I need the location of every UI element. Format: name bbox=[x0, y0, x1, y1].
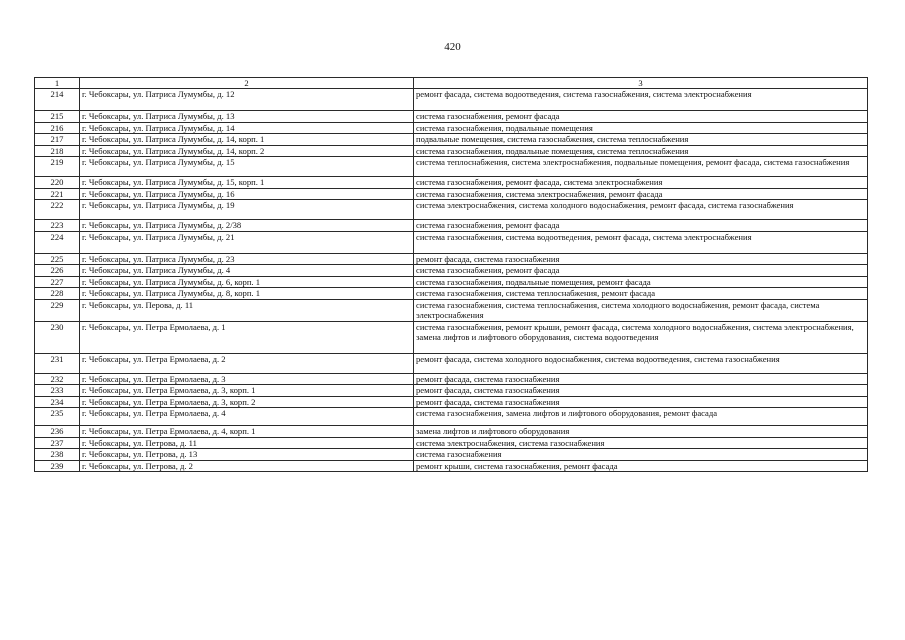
row-number-cell: 231 bbox=[35, 353, 80, 373]
table-row bbox=[35, 408, 868, 426]
address-cell: г. Чебоксары, ул. Патриса Лумумбы, д. 14, корп. 1 bbox=[80, 134, 414, 146]
table-row bbox=[35, 288, 868, 300]
column-header-2: 2 bbox=[80, 78, 414, 89]
table-row bbox=[35, 353, 868, 373]
works-cell: система газоснабжения, ремонт фасада bbox=[414, 220, 868, 232]
works-cell: ремонт фасада, система водоотведения, система газоснабжения, система электроснабжения bbox=[414, 89, 868, 111]
address-cell: г. Чебоксары, ул. Патриса Лумумбы, д. 14, корп. 2 bbox=[80, 145, 414, 157]
row-number-cell: 228 bbox=[35, 288, 80, 300]
table-row bbox=[35, 396, 868, 408]
works-cell: система газоснабжения, система электроснабжения, ремонт фасада bbox=[414, 188, 868, 200]
works-cell: система газоснабжения, подвальные помещения, ремонт фасада bbox=[414, 276, 868, 288]
address-cell: г. Чебоксары, ул. Патриса Лумумбы, д. 14 bbox=[80, 122, 414, 134]
works-cell: система газоснабжения, ремонт крыши, ремонт фасада, система холодного водоснабжения, система электроснабжения, замена лифтов и лифтового оборудования, система водоотведения bbox=[414, 321, 868, 353]
address-cell: г. Чебоксары, ул. Петрова, д. 11 bbox=[80, 437, 414, 449]
row-number-cell: 234 bbox=[35, 396, 80, 408]
row-number-cell: 220 bbox=[35, 177, 80, 189]
table-row bbox=[35, 122, 868, 134]
works-cell: система электроснабжения, система газоснабжения bbox=[414, 437, 868, 449]
table-row bbox=[35, 134, 868, 146]
address-cell: г. Чебоксары, ул. Патриса Лумумбы, д. 23 bbox=[80, 253, 414, 265]
table-row bbox=[35, 265, 868, 277]
row-number-cell: 225 bbox=[35, 253, 80, 265]
works-table bbox=[34, 77, 868, 472]
table-row bbox=[35, 200, 868, 220]
row-number-cell: 230 bbox=[35, 321, 80, 353]
address-cell: г. Чебоксары, ул. Патриса Лумумбы, д. 8, корп. 1 bbox=[80, 288, 414, 300]
row-number-cell: 237 bbox=[35, 437, 80, 449]
address-cell: г. Чебоксары, ул. Петра Ермолаева, д. 3, корп. 1 bbox=[80, 385, 414, 397]
row-number-cell: 232 bbox=[35, 373, 80, 385]
table-row bbox=[35, 385, 868, 397]
row-number-cell: 227 bbox=[35, 276, 80, 288]
column-header-1: 1 bbox=[35, 78, 80, 89]
table-row bbox=[35, 449, 868, 461]
address-cell: г. Чебоксары, ул. Петра Ермолаева, д. 4, корп. 1 bbox=[80, 426, 414, 438]
table-row bbox=[35, 177, 868, 189]
table-row bbox=[35, 299, 868, 321]
column-header-3: 3 bbox=[414, 78, 868, 89]
row-number-cell: 223 bbox=[35, 220, 80, 232]
address-cell: г. Чебоксары, ул. Патриса Лумумбы, д. 19 bbox=[80, 200, 414, 220]
address-cell: г. Чебоксары, ул. Петра Ермолаева, д. 1 bbox=[80, 321, 414, 353]
address-cell: г. Чебоксары, ул. Петрова, д. 13 bbox=[80, 449, 414, 461]
works-cell: ремонт фасада, система газоснабжения bbox=[414, 385, 868, 397]
works-cell: ремонт крыши, система газоснабжения, ремонт фасада bbox=[414, 460, 868, 472]
table-row bbox=[35, 111, 868, 123]
address-cell: г. Чебоксары, ул. Патриса Лумумбы, д. 15, корп. 1 bbox=[80, 177, 414, 189]
row-number-cell: 218 bbox=[35, 145, 80, 157]
works-cell: система электроснабжения, система холодного водоснабжения, ремонт фасада, система газоснабжения bbox=[414, 200, 868, 220]
table-row bbox=[35, 220, 868, 232]
row-number-cell: 226 bbox=[35, 265, 80, 277]
table-row bbox=[35, 89, 868, 111]
row-number-cell: 217 bbox=[35, 134, 80, 146]
address-cell: г. Чебоксары, ул. Петра Ермолаева, д. 3, корп. 2 bbox=[80, 396, 414, 408]
address-cell: г. Чебоксары, ул. Перова, д. 11 bbox=[80, 299, 414, 321]
address-cell: г. Чебоксары, ул. Петра Ермолаева, д. 3 bbox=[80, 373, 414, 385]
row-number-cell: 238 bbox=[35, 449, 80, 461]
address-cell: г. Чебоксары, ул. Патриса Лумумбы, д. 13 bbox=[80, 111, 414, 123]
works-cell: система газоснабжения, замена лифтов и лифтового оборудования, ремонт фасада bbox=[414, 408, 868, 426]
works-cell: ремонт фасада, система газоснабжения bbox=[414, 253, 868, 265]
works-cell: система газоснабжения, система теплоснабжения, ремонт фасада bbox=[414, 288, 868, 300]
works-cell: система газоснабжения bbox=[414, 449, 868, 461]
table-row bbox=[35, 253, 868, 265]
table-row bbox=[35, 276, 868, 288]
row-number-cell: 224 bbox=[35, 231, 80, 253]
row-number-cell: 214 bbox=[35, 89, 80, 111]
address-cell: г. Чебоксары, ул. Патриса Лумумбы, д. 16 bbox=[80, 188, 414, 200]
address-cell: г. Чебоксары, ул. Патриса Лумумбы, д. 15 bbox=[80, 157, 414, 177]
works-cell: система газоснабжения, ремонт фасада, система электроснабжения bbox=[414, 177, 868, 189]
table-header-row bbox=[35, 78, 868, 89]
address-cell: г. Чебоксары, ул. Патриса Лумумбы, д. 21 bbox=[80, 231, 414, 253]
row-number-cell: 236 bbox=[35, 426, 80, 438]
works-cell: система газоснабжения, ремонт фасада bbox=[414, 265, 868, 277]
table-row bbox=[35, 157, 868, 177]
works-cell: подвальные помещения, система газоснабжения, система теплоснабжения bbox=[414, 134, 868, 146]
table-row bbox=[35, 145, 868, 157]
works-cell: система теплоснабжения, система электроснабжения, подвальные помещения, ремонт фасада, система газоснабжения bbox=[414, 157, 868, 177]
row-number-cell: 229 bbox=[35, 299, 80, 321]
page-number: 420 bbox=[444, 41, 461, 53]
works-cell: ремонт фасада, система газоснабжения bbox=[414, 396, 868, 408]
row-number-cell: 239 bbox=[35, 460, 80, 472]
row-number-cell: 216 bbox=[35, 122, 80, 134]
row-number-cell: 221 bbox=[35, 188, 80, 200]
address-cell: г. Чебоксары, ул. Патриса Лумумбы, д. 2/38 bbox=[80, 220, 414, 232]
row-number-cell: 219 bbox=[35, 157, 80, 177]
works-cell: система газоснабжения, подвальные помещения, система теплоснабжения bbox=[414, 145, 868, 157]
works-cell: ремонт фасада, система газоснабжения bbox=[414, 373, 868, 385]
works-cell: система газоснабжения, ремонт фасада bbox=[414, 111, 868, 123]
row-number-cell: 215 bbox=[35, 111, 80, 123]
row-number-cell: 235 bbox=[35, 408, 80, 426]
address-cell: г. Чебоксары, ул. Петра Ермолаева, д. 2 bbox=[80, 353, 414, 373]
address-cell: г. Чебоксары, ул. Патриса Лумумбы, д. 4 bbox=[80, 265, 414, 277]
works-cell: система газоснабжения, подвальные помещения bbox=[414, 122, 868, 134]
table-row bbox=[35, 437, 868, 449]
table-row bbox=[35, 460, 868, 472]
table-row bbox=[35, 373, 868, 385]
address-cell: г. Чебоксары, ул. Петрова, д. 2 bbox=[80, 460, 414, 472]
row-number-cell: 222 bbox=[35, 200, 80, 220]
table-row bbox=[35, 188, 868, 200]
works-cell: замена лифтов и лифтового оборудования bbox=[414, 426, 868, 438]
row-number-cell: 233 bbox=[35, 385, 80, 397]
address-cell: г. Чебоксары, ул. Патриса Лумумбы, д. 12 bbox=[80, 89, 414, 111]
works-cell: система газоснабжения, система водоотведения, ремонт фасада, система электроснабжения bbox=[414, 231, 868, 253]
table-row bbox=[35, 321, 868, 353]
address-cell: г. Чебоксары, ул. Петра Ермолаева, д. 4 bbox=[80, 408, 414, 426]
table-row bbox=[35, 231, 868, 253]
works-cell: система газоснабжения, система теплоснабжения, система холодного водоснабжения, ремонт фасада, система электроснабжения bbox=[414, 299, 868, 321]
works-cell: ремонт фасада, система холодного водоснабжения, система водоотведения, система газоснабжения bbox=[414, 353, 868, 373]
address-cell: г. Чебоксары, ул. Патриса Лумумбы, д. 6, корп. 1 bbox=[80, 276, 414, 288]
table-row bbox=[35, 426, 868, 438]
